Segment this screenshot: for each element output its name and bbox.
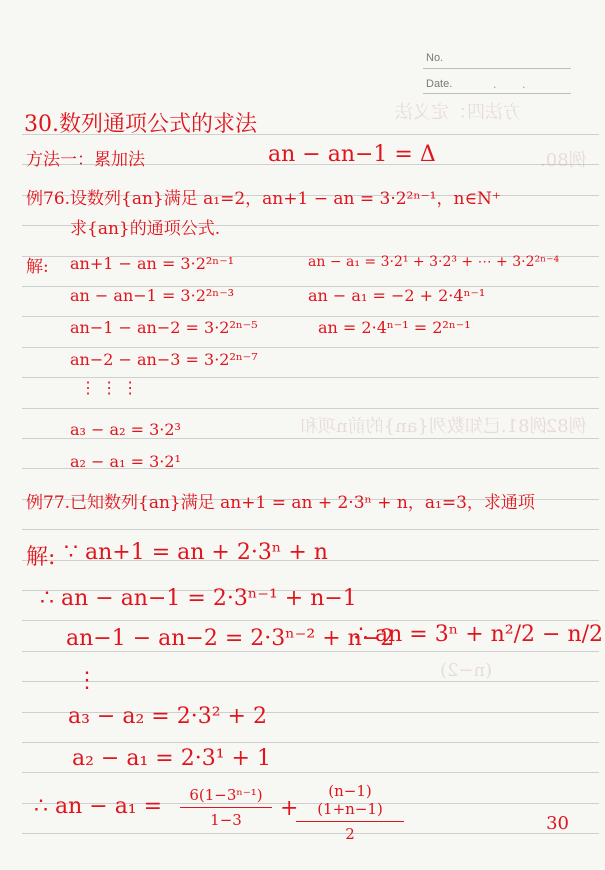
solution-76-result: an = 2·4ⁿ⁻¹ = 2²ⁿ⁻¹: [318, 318, 471, 337]
bleed-through-text: 方法四：定义法: [395, 102, 521, 123]
solution-77-line: a₂ − a₁ = 2·3¹ + 1: [72, 746, 271, 771]
solution-77-line: a₃ − a₂ = 2·3² + 2: [68, 704, 267, 729]
page-number: 30: [546, 813, 569, 834]
fraction-denominator: 2: [345, 825, 355, 843]
solution-76-left-line: a₂ − a₁ = 3·2¹: [70, 452, 181, 471]
ruled-line: [22, 529, 599, 530]
header-date-label: Date.: [426, 78, 453, 90]
fraction-geometric: [180, 786, 272, 829]
ruled-line: [22, 620, 599, 621]
solution-76-right-line: an − a₁ = −2 + 2·4ⁿ⁻¹: [308, 286, 486, 305]
solution-76-left-line: an+1 − an = 3·2²ⁿ⁻¹: [70, 254, 235, 273]
solution-77-line: an−1 − an−2 = 2·3ⁿ⁻² + n−2: [66, 626, 395, 651]
ruled-line: [22, 681, 599, 682]
fraction-bar: [180, 807, 272, 808]
example-76-statement: 例76.设数列{an}满足 a₁=2，an+1 − an = 3·2²ⁿ⁻¹，n∈N⁺: [26, 189, 501, 209]
fraction-numerator: 6(1−3ⁿ⁻¹): [189, 786, 263, 804]
solution-77-ellipsis: ⋮: [76, 668, 98, 693]
fraction-numerator: (n−1)(1+n−1): [317, 782, 383, 818]
solution-77-result: ∴ an = 3ⁿ + n²/2 − n/2: [354, 622, 604, 647]
ruled-line: [22, 316, 599, 317]
solution-76-label: 解:: [26, 257, 49, 277]
solution-76-ellipsis: ⋮ ⋮ ⋮: [80, 378, 139, 397]
header-date-dot: .: [493, 78, 497, 91]
solution-76-right-line: an − a₁ = 3·2¹ + 3·2³ + ⋯ + 3·2²ⁿ⁻⁴: [308, 254, 560, 270]
fraction-arithmetic: [296, 782, 404, 843]
example-77-statement: 例77.已知数列{an}满足 an+1 = an + 2·3ⁿ + n，a₁=3，求通项: [26, 493, 535, 513]
solution-76-left-line: an−2 − an−3 = 3·2²ⁿ⁻⁷: [70, 350, 258, 369]
bleed-through-text: 例82.: [540, 416, 587, 437]
header-no-line: [423, 68, 571, 69]
bleed-through-text: 例81.已知数列{an}的前n项和: [300, 416, 548, 437]
solution-76-left-line: an−1 − an−2 = 3·2²ⁿ⁻⁵: [70, 318, 258, 337]
fraction-bar: [296, 821, 404, 822]
example-76-question: 求{an}的通项公式.: [70, 219, 221, 239]
method-label: 方法一：累加法: [26, 150, 145, 170]
page-title: 30.数列通项公式的求法: [24, 112, 257, 137]
method-formula: an − an−1 = Δ: [268, 142, 436, 167]
solution-77-line: ∵ an+1 = an + 2·3ⁿ + n: [64, 540, 328, 565]
header-date-line: [423, 93, 571, 94]
header-no-label: No.: [426, 52, 444, 64]
ruled-line: [22, 347, 599, 348]
ruled-line: [22, 408, 599, 409]
bleed-through-text: (n−2): [440, 660, 493, 681]
solution-76-left-line: an − an−1 = 3·2²ⁿ⁻³: [70, 286, 235, 305]
solution-77-line: ∴ an − an−1 = 2·3ⁿ⁻¹ + n−1: [40, 586, 357, 611]
header-date-dot: .: [522, 78, 526, 91]
bleed-through-text: 例80.: [540, 150, 587, 171]
solution-77-label: 解:: [26, 545, 56, 570]
ruled-line: [22, 772, 599, 773]
ruled-line: [22, 651, 599, 652]
ruled-line: [22, 742, 599, 743]
plus-sign: +: [280, 796, 299, 821]
solution-76-left-line: a₃ − a₂ = 3·2³: [70, 420, 181, 439]
solution-77-final-lhs: ∴ an − a₁ =: [34, 794, 163, 819]
fraction-denominator: 1−3: [210, 811, 242, 829]
